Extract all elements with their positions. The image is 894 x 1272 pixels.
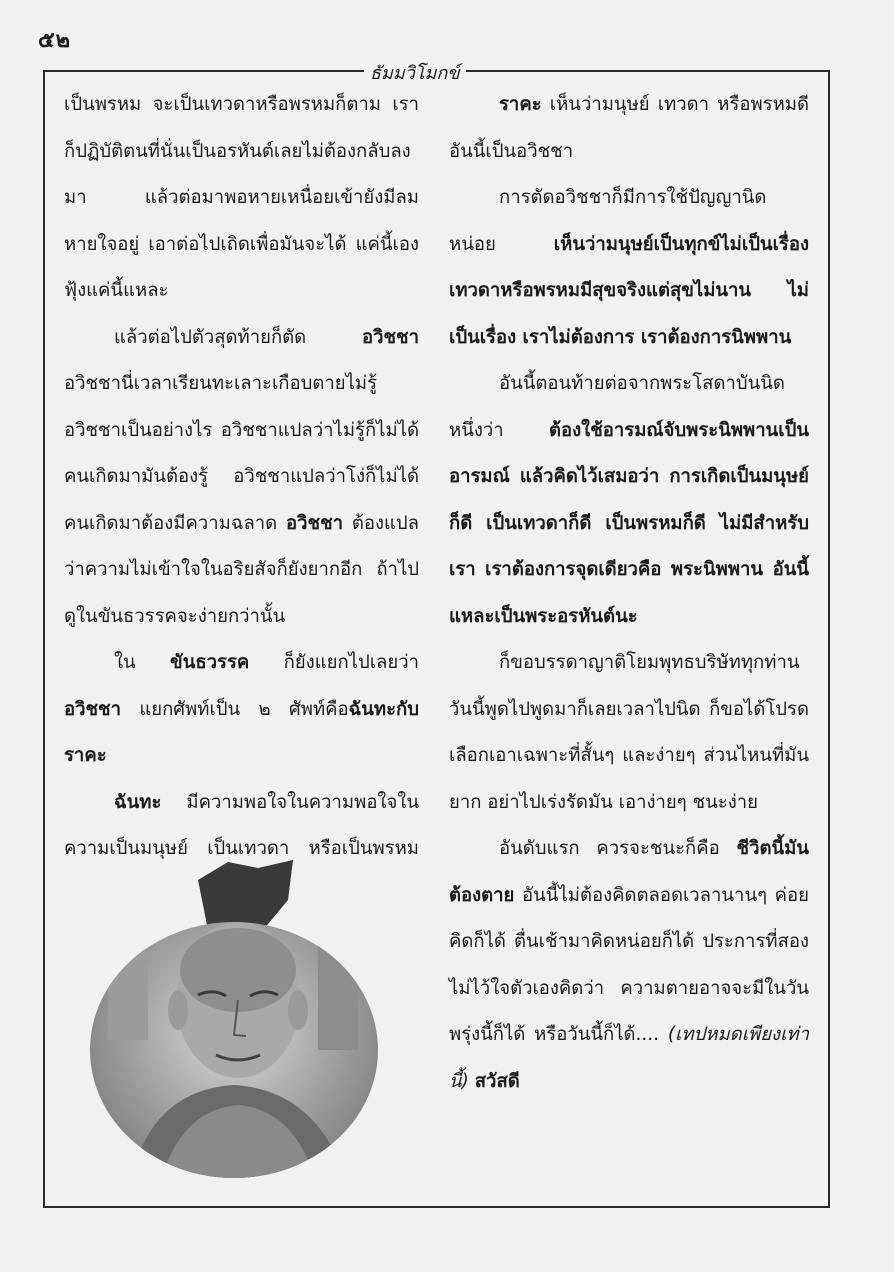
bold-text: อวิชชา bbox=[362, 326, 419, 348]
paragraph bbox=[449, 82, 809, 175]
bold-text: สวัสดี bbox=[474, 1070, 520, 1092]
text-run: ก็ขอบรรดาญาติโยมพุทธบริษัททุกท่าน วันนี้พูดไปพูดมาก็เลยเวลาไปนิด ก็ขอได้โปรดเลือกเอาเฉพาะที่สั้นๆ และง่ายๆ ส่วนไหนที่มันยาก อย่าไปเร่งรัดมัน เอาง่ายๆ ชนะง่าย bbox=[449, 652, 809, 813]
monk-portrait-photo bbox=[88, 860, 380, 1180]
text-run: การตัดอวิชชาก็มีการใช้ปัญญานิดหน่อย bbox=[449, 187, 767, 255]
paragraph bbox=[64, 315, 419, 641]
bold-text: ฉันทะกับราคะ bbox=[64, 698, 419, 766]
paragraph bbox=[449, 826, 809, 1105]
paragraph bbox=[449, 175, 809, 361]
bold-text: ต้องใช้อารมณ์จับพระนิพพานเป็นอารมณ์ แล้วคิดไว้เสมอว่า การเกิดเป็นมนุษย์ก็ดี เป็นเทวดาก็ดี เป็นพรหมก็ดี ไม่มีสำหรับเรา เราต้องการจุดเดียวคือ พระนิพพาน อันนี้แหละเป็นพระอรหันต์นะ bbox=[449, 419, 809, 627]
text-run: อันดับแรก ควรจะชนะก็คือ bbox=[499, 838, 737, 859]
bold-text: อวิชชา bbox=[64, 698, 121, 720]
bold-text: ราคะ bbox=[499, 94, 542, 115]
left-column bbox=[64, 82, 419, 873]
bold-text: ฉันทะ bbox=[114, 791, 162, 813]
bold-text: เห็นว่ามนุษย์เป็นทุกข์ไม่เป็นเรื่อง เทวดาหรือพรหมมีสุขจริงแต่สุขไม่นาน ไม่เป็นเรื่อง เราไม่ต้องการ เราต้องการนิพพาน bbox=[449, 233, 809, 348]
text-run: อันนี้ไม่ต้องคิดตลอดเวลานานๆ ค่อยคิดก็ได้ ตื่นเช้ามาคิดหน่อยก็ได้ ประการที่สอง ไม่ไว้ใจตัวเองคิดว่า ความตายอาจจะมีในวันพรุ่งนี้ก็ได้ หรือวันนี้ก็ได้.... bbox=[449, 884, 809, 1045]
text-run: ต้องแปลว่าความไม่เข้าใจในอริยสัจก็ยังยากอีก ถ้าไปดูในขันธวรรคจะง่ายกว่านั้น bbox=[64, 512, 419, 627]
paragraph bbox=[64, 640, 419, 780]
italic-text: (เทปหมดเพียงเท่านี้) bbox=[449, 1024, 809, 1092]
paragraph bbox=[64, 82, 419, 315]
text-run: อันนี้ตอนท้ายต่อจากพระโสดาบันนิดหนึ่งว่า bbox=[449, 373, 785, 441]
text-run: แยกศัพท์เป็น ๒ ศัพท์คือ bbox=[121, 698, 349, 720]
paragraph bbox=[64, 780, 419, 873]
paragraph bbox=[449, 361, 809, 640]
text-run: ใน bbox=[114, 652, 171, 673]
paragraph bbox=[449, 640, 809, 826]
right-column bbox=[449, 82, 809, 1105]
text-run: อวิชชานี่เวลาเรียนทะเลาะเกือบตายไม่รู้อวิชชาเป็นอย่างไร อวิชชาแปลว่าไม่รู้ก็ไม่ได้ คนเกิดมามันต้องรู้ อวิชชาแปลว่าโง่ก็ไม่ได้ คนเกิดมาต้องมีความฉลาด bbox=[64, 373, 419, 534]
page-number: ๕๒ bbox=[38, 28, 72, 53]
text-run: เป็นพรหม จะเป็นเทวดาหรือพรหมก็ตาม เราก็ปฏิบัติตนที่นั่นเป็นอรหันต์เลยไม่ต้องกลับลงมา แล้วต่อมาพอหายเหนื่อยเข้ายังมีลมหายใจอยู่ เอาต่อไปเถิดเพื่อมันจะได้ แค่นี้เองฟุ้งแค่นี้แหละ bbox=[64, 94, 419, 301]
text-run: ก็ยังแยกไปเลยว่า bbox=[249, 652, 420, 673]
text-run: แล้วต่อไปตัวสุดท้ายก็ตัด bbox=[114, 326, 362, 348]
text-run: เห็นว่ามนุษย์ เทวดา หรือพรหมดี อันนี้เป็นอวิชชา bbox=[449, 94, 809, 162]
bold-text: ชีวิตนี้มันต้องตาย bbox=[449, 838, 809, 906]
running-head: ธัมมวิโมกข์ bbox=[364, 58, 466, 87]
bold-text: ขันธวรรค bbox=[170, 652, 250, 673]
text-run: มีความพอใจในความพอใจในความเป็นมนุษย์ เป็นเทวดา หรือเป็นพรหม bbox=[64, 791, 419, 859]
bold-text: อวิชชา bbox=[286, 512, 344, 534]
